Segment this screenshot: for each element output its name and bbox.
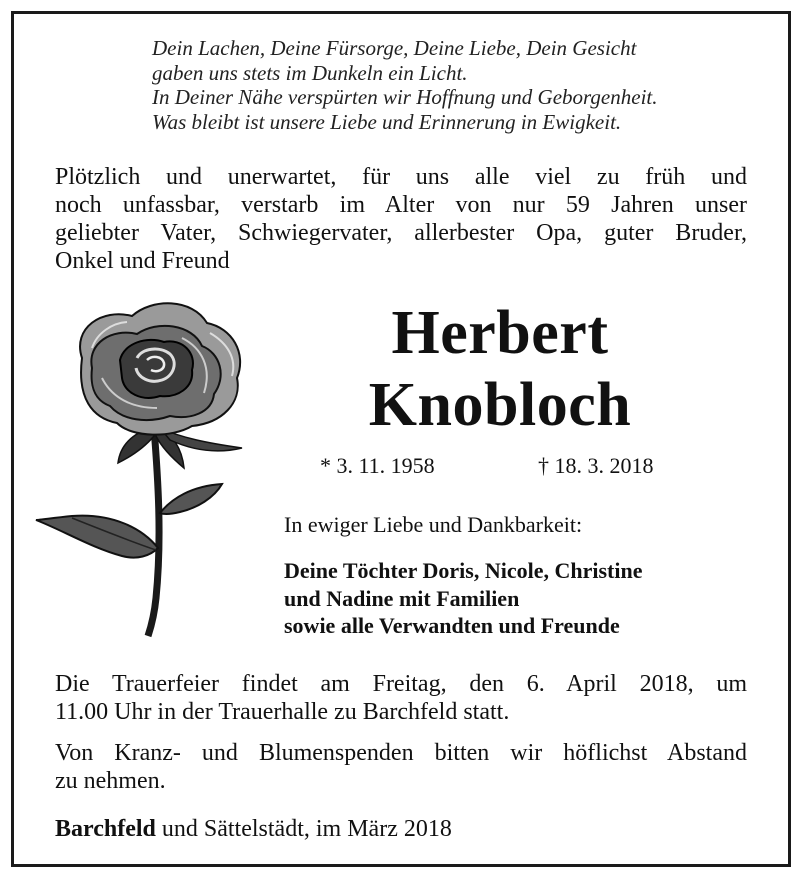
intro-line: geliebter Vater, Schwiegervater, allerbester Opa, guter Bruder, <box>55 220 747 246</box>
deceased-last-name: Knobloch <box>368 371 632 439</box>
poem <box>152 36 658 134</box>
thanks-line: In ewiger Liebe und Dankbarkeit: <box>284 512 583 537</box>
place-bold: Barchfeld <box>55 816 156 842</box>
poem-line: In Deiner Nähe verspürten wir Hoffnung und Geborgenheit. <box>152 85 658 109</box>
intro-line: Onkel und Freund <box>55 248 230 274</box>
intro-line: Plötzlich und unerwartet, für uns alle viel zu früh und <box>55 164 747 190</box>
place-date <box>55 816 452 843</box>
flowers-line: Von Kranz- und Blumenspenden bitten wir höflichst Abstand <box>55 740 747 766</box>
intro-text <box>55 163 747 275</box>
poem-line: Dein Lachen, Deine Fürsorge, Deine Liebe, Dein Gesicht <box>152 36 637 60</box>
place-rest: und Sättelstädt, im März 2018 <box>155 816 452 842</box>
flowers-line: zu nehmen. <box>55 768 166 794</box>
birth-date: * 3. 11. 1958 <box>320 453 435 478</box>
family-line: sowie alle Verwandten und Freunde <box>284 613 620 638</box>
deceased-first-name: Herbert <box>391 299 609 367</box>
flowers-notice <box>55 739 747 795</box>
family-list <box>284 557 642 640</box>
poem-line: Was bleibt ist unsere Liebe und Erinnerung in Ewigkeit. <box>152 109 622 134</box>
funeral-line: 11.00 Uhr in der Trauerhalle zu Barchfeld statt. <box>55 699 510 725</box>
funeral-notice <box>55 670 747 726</box>
funeral-line: Die Trauerfeier findet am Freitag, den 6. April 2018, um <box>55 671 747 697</box>
intro-line: noch unfassbar, verstarb im Alter von nur 59 Jahren unser <box>55 192 747 218</box>
death-date: † 18. 3. 2018 <box>538 453 654 478</box>
family-line: und Nadine mit Familien <box>284 585 520 611</box>
family-line: Deine Töchter Doris, Nicole, Christine <box>284 558 643 583</box>
rose-icon <box>32 298 252 638</box>
poem-line: gaben uns stets im Dunkeln ein Licht. <box>152 60 468 85</box>
